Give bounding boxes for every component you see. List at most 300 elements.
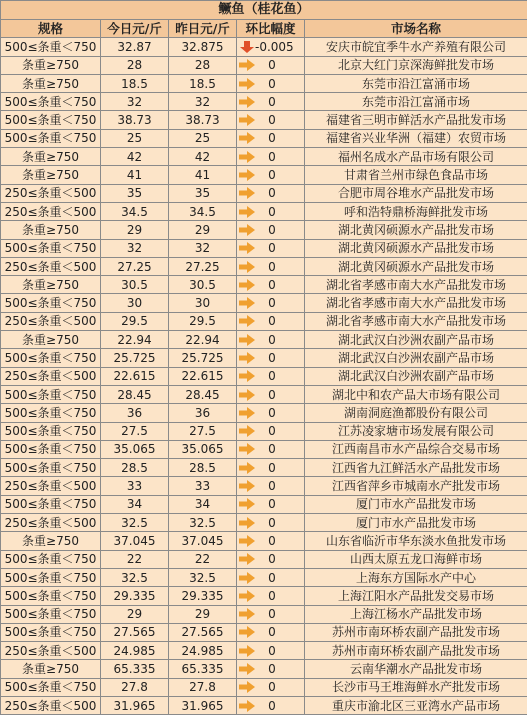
market-cell: 湖北黄冈硕源水产品批发市场 xyxy=(305,221,527,239)
header-today-price: 今日元/斤 xyxy=(101,20,169,38)
spec-cell: 条重≥750 xyxy=(1,276,101,294)
yesterday-price-cell: 27.8 xyxy=(169,678,237,696)
right-arrow-icon xyxy=(239,297,255,309)
spec-cell: 条重≥750 xyxy=(1,56,101,74)
right-arrow-icon xyxy=(239,132,255,144)
header-yesterday-price: 昨日元/斤 xyxy=(169,20,237,38)
change-value: 0 xyxy=(255,130,289,146)
change-value: 0 xyxy=(255,295,289,311)
right-arrow-icon xyxy=(239,334,255,346)
market-cell: 厦门市水产品批发市场 xyxy=(305,514,527,532)
change-cell xyxy=(237,56,305,74)
change-value: 0 xyxy=(255,240,289,256)
right-arrow-icon xyxy=(239,187,255,199)
right-arrow-icon xyxy=(239,443,255,455)
table-row xyxy=(1,477,527,495)
table-row xyxy=(1,331,527,349)
right-arrow-icon xyxy=(239,242,255,254)
yesterday-price-cell: 36 xyxy=(169,404,237,422)
yesterday-price-cell: 31.965 xyxy=(169,696,237,714)
spec-cell: 250≤条重＜500 xyxy=(1,696,101,714)
table-row xyxy=(1,56,527,74)
spec-cell: 500≤条重＜750 xyxy=(1,623,101,641)
table-row xyxy=(1,459,527,477)
table-row xyxy=(1,221,527,239)
change-cell xyxy=(237,477,305,495)
spec-cell: 500≤条重＜750 xyxy=(1,550,101,568)
change-value: 0 xyxy=(255,533,289,549)
right-arrow-icon xyxy=(239,681,255,693)
market-cell: 重庆市渝北区三亚湾水产品市场 xyxy=(305,696,527,714)
market-cell: 湖北省孝感市南大水产品批发市场 xyxy=(305,312,527,330)
market-cell: 湖北黄冈硕源水产品批发市场 xyxy=(305,257,527,275)
market-cell: 上海江杨水产品批发市场 xyxy=(305,605,527,623)
yesterday-price-cell: 33 xyxy=(169,477,237,495)
change-value: 0 xyxy=(255,643,289,659)
today-price-cell: 32.5 xyxy=(101,514,169,532)
today-price-cell: 27.25 xyxy=(101,257,169,275)
change-value: 0 xyxy=(255,259,289,275)
today-price-cell: 34 xyxy=(101,495,169,513)
market-cell: 湖北武汉白沙洲农副产品市场 xyxy=(305,367,527,385)
right-arrow-icon xyxy=(239,59,255,71)
market-cell: 湖北中和农产品大市场有限公司 xyxy=(305,385,527,403)
change-value: 0 xyxy=(255,76,289,92)
today-price-cell: 27.5 xyxy=(101,422,169,440)
change-value: 0 xyxy=(255,679,289,695)
yesterday-price-cell: 30 xyxy=(169,294,237,312)
table-row xyxy=(1,623,527,641)
table-title: 鳜鱼（桂花鱼） xyxy=(1,1,527,20)
table-row xyxy=(1,166,527,184)
table-row xyxy=(1,660,527,678)
market-cell: 厦门市水产品批发市场 xyxy=(305,495,527,513)
today-price-cell: 28.45 xyxy=(101,385,169,403)
change-cell xyxy=(237,349,305,367)
change-cell xyxy=(237,459,305,477)
spec-cell: 250≤条重＜500 xyxy=(1,312,101,330)
change-cell xyxy=(237,38,305,56)
change-cell xyxy=(237,276,305,294)
today-price-cell: 25 xyxy=(101,129,169,147)
today-price-cell: 30 xyxy=(101,294,169,312)
right-arrow-icon xyxy=(239,462,255,474)
yesterday-price-cell: 41 xyxy=(169,166,237,184)
yesterday-price-cell: 30.5 xyxy=(169,276,237,294)
change-value: 0 xyxy=(255,277,289,293)
yesterday-price-cell: 65.335 xyxy=(169,660,237,678)
change-value: 0 xyxy=(255,57,289,73)
change-cell xyxy=(237,385,305,403)
market-cell: 长沙市马王堆海鲜水产批发市场 xyxy=(305,678,527,696)
right-arrow-icon xyxy=(239,206,255,218)
today-price-cell: 29 xyxy=(101,605,169,623)
market-cell: 江西省九江鲜活水产品批发市场 xyxy=(305,459,527,477)
market-cell: 甘肃省兰州市绿色食品市场 xyxy=(305,166,527,184)
today-price-cell: 35.065 xyxy=(101,440,169,458)
right-arrow-icon xyxy=(239,425,255,437)
change-value: 0 xyxy=(255,313,289,329)
spec-cell: 500≤条重＜750 xyxy=(1,349,101,367)
change-cell xyxy=(237,623,305,641)
today-price-cell: 32.87 xyxy=(101,38,169,56)
yesterday-price-cell: 27.5 xyxy=(169,422,237,440)
change-cell xyxy=(237,568,305,586)
table-row xyxy=(1,568,527,586)
change-value: 0 xyxy=(255,661,289,677)
yesterday-price-cell: 32.5 xyxy=(169,568,237,586)
table-row xyxy=(1,74,527,92)
spec-cell: 条重≥750 xyxy=(1,148,101,166)
yesterday-price-cell: 38.73 xyxy=(169,111,237,129)
table-row xyxy=(1,202,527,220)
down-arrow-icon xyxy=(239,41,255,53)
yesterday-price-cell: 29.335 xyxy=(169,587,237,605)
today-price-cell: 32.5 xyxy=(101,568,169,586)
market-cell: 上海江阳水产品批发交易市场 xyxy=(305,587,527,605)
change-cell xyxy=(237,495,305,513)
table-row xyxy=(1,696,527,714)
right-arrow-icon xyxy=(239,608,255,620)
yesterday-price-cell: 27.565 xyxy=(169,623,237,641)
table-row xyxy=(1,514,527,532)
change-value: -0.005 xyxy=(255,39,289,55)
today-price-cell: 35 xyxy=(101,184,169,202)
yesterday-price-cell: 25.725 xyxy=(169,349,237,367)
today-price-cell: 24.985 xyxy=(101,642,169,660)
spec-cell: 500≤条重＜750 xyxy=(1,93,101,111)
change-cell xyxy=(237,422,305,440)
spec-cell: 500≤条重＜750 xyxy=(1,422,101,440)
table-row xyxy=(1,276,527,294)
market-cell: 湖北黄冈硕源水产品批发市场 xyxy=(305,239,527,257)
change-value: 0 xyxy=(255,441,289,457)
today-price-cell: 28 xyxy=(101,56,169,74)
change-value: 0 xyxy=(255,405,289,421)
change-cell xyxy=(237,257,305,275)
right-arrow-icon xyxy=(239,279,255,291)
spec-cell: 500≤条重＜750 xyxy=(1,495,101,513)
spec-cell: 条重≥750 xyxy=(1,331,101,349)
yesterday-price-cell: 32 xyxy=(169,239,237,257)
change-cell xyxy=(237,166,305,184)
market-cell: 江西省萍乡市城南水产批发市场 xyxy=(305,477,527,495)
change-value: 0 xyxy=(255,387,289,403)
change-value: 0 xyxy=(255,515,289,531)
table-row xyxy=(1,312,527,330)
title-row xyxy=(1,1,527,20)
spec-cell: 500≤条重＜750 xyxy=(1,459,101,477)
today-price-cell: 25.725 xyxy=(101,349,169,367)
market-cell: 东莞市沿江富涌市场 xyxy=(305,74,527,92)
table-row xyxy=(1,440,527,458)
right-arrow-icon xyxy=(239,572,255,584)
yesterday-price-cell: 29 xyxy=(169,221,237,239)
spec-cell: 条重≥750 xyxy=(1,532,101,550)
today-price-cell: 29.335 xyxy=(101,587,169,605)
table-row xyxy=(1,678,527,696)
table-row xyxy=(1,111,527,129)
right-arrow-icon xyxy=(239,645,255,657)
spec-cell: 500≤条重＜750 xyxy=(1,678,101,696)
market-cell: 福建省三明市鲜活水产品批发市场 xyxy=(305,111,527,129)
change-value: 0 xyxy=(255,350,289,366)
today-price-cell: 22.615 xyxy=(101,367,169,385)
right-arrow-icon xyxy=(239,407,255,419)
table-row xyxy=(1,404,527,422)
yesterday-price-cell: 32.5 xyxy=(169,514,237,532)
change-cell xyxy=(237,312,305,330)
change-cell xyxy=(237,367,305,385)
right-arrow-icon xyxy=(239,626,255,638)
yesterday-price-cell: 24.985 xyxy=(169,642,237,660)
today-price-cell: 28.5 xyxy=(101,459,169,477)
yesterday-price-cell: 29 xyxy=(169,605,237,623)
change-cell xyxy=(237,331,305,349)
change-cell xyxy=(237,660,305,678)
spec-cell: 500≤条重＜750 xyxy=(1,587,101,605)
change-cell xyxy=(237,642,305,660)
header-market: 市场名称 xyxy=(305,20,527,38)
change-cell xyxy=(237,202,305,220)
yesterday-price-cell: 27.25 xyxy=(169,257,237,275)
today-price-cell: 27.8 xyxy=(101,678,169,696)
spec-cell: 500≤条重＜750 xyxy=(1,38,101,56)
market-cell: 湖北省孝感市南大水产品批发市场 xyxy=(305,294,527,312)
today-price-cell: 32 xyxy=(101,239,169,257)
change-cell xyxy=(237,239,305,257)
table-row xyxy=(1,532,527,550)
table-row xyxy=(1,385,527,403)
right-arrow-icon xyxy=(239,553,255,565)
table-row xyxy=(1,367,527,385)
change-cell xyxy=(237,532,305,550)
today-price-cell: 38.73 xyxy=(101,111,169,129)
spec-cell: 250≤条重＜500 xyxy=(1,184,101,202)
today-price-cell: 22 xyxy=(101,550,169,568)
change-value: 0 xyxy=(255,185,289,201)
market-cell: 江西南昌市水产品综合交易市场 xyxy=(305,440,527,458)
right-arrow-icon xyxy=(239,517,255,529)
today-price-cell: 34.5 xyxy=(101,202,169,220)
spec-cell: 条重≥750 xyxy=(1,660,101,678)
right-arrow-icon xyxy=(239,663,255,675)
header-spec: 规格 xyxy=(1,20,101,38)
change-value: 0 xyxy=(255,570,289,586)
yesterday-price-cell: 22 xyxy=(169,550,237,568)
spec-cell: 条重≥750 xyxy=(1,221,101,239)
change-cell xyxy=(237,514,305,532)
table-row xyxy=(1,257,527,275)
change-value: 0 xyxy=(255,478,289,494)
change-value: 0 xyxy=(255,624,289,640)
market-cell: 福州名成水产品市场有限公司 xyxy=(305,148,527,166)
spec-cell: 250≤条重＜500 xyxy=(1,514,101,532)
right-arrow-icon xyxy=(239,151,255,163)
today-price-cell: 42 xyxy=(101,148,169,166)
change-value: 0 xyxy=(255,588,289,604)
table-row xyxy=(1,129,527,147)
today-price-cell: 22.94 xyxy=(101,331,169,349)
right-arrow-icon xyxy=(239,389,255,401)
today-price-cell: 37.045 xyxy=(101,532,169,550)
yesterday-price-cell: 34.5 xyxy=(169,202,237,220)
change-cell xyxy=(237,148,305,166)
table-row xyxy=(1,184,527,202)
change-cell xyxy=(237,404,305,422)
table-row xyxy=(1,642,527,660)
change-cell xyxy=(237,294,305,312)
change-value: 0 xyxy=(255,423,289,439)
spec-cell: 250≤条重＜500 xyxy=(1,367,101,385)
yesterday-price-cell: 18.5 xyxy=(169,74,237,92)
market-cell: 福建省兴业华洲（福建）农贸市场 xyxy=(305,129,527,147)
change-cell xyxy=(237,678,305,696)
yesterday-price-cell: 28.5 xyxy=(169,459,237,477)
today-price-cell: 29 xyxy=(101,221,169,239)
table-row xyxy=(1,38,527,56)
market-cell: 湖南洞庭渔都股份有限公司 xyxy=(305,404,527,422)
right-arrow-icon xyxy=(239,700,255,712)
spec-cell: 250≤条重＜500 xyxy=(1,257,101,275)
header-change: 环比幅度 xyxy=(237,20,305,38)
change-cell xyxy=(237,184,305,202)
right-arrow-icon xyxy=(239,96,255,108)
today-price-cell: 33 xyxy=(101,477,169,495)
spec-cell: 500≤条重＜750 xyxy=(1,294,101,312)
today-price-cell: 18.5 xyxy=(101,74,169,92)
table-row xyxy=(1,605,527,623)
spec-cell: 500≤条重＜750 xyxy=(1,385,101,403)
today-price-cell: 29.5 xyxy=(101,312,169,330)
spec-cell: 条重≥750 xyxy=(1,166,101,184)
spec-cell: 250≤条重＜500 xyxy=(1,477,101,495)
change-cell xyxy=(237,696,305,714)
table-row xyxy=(1,495,527,513)
market-cell: 山西太原五龙口海鲜市场 xyxy=(305,550,527,568)
market-cell: 云南华潮水产品批发市场 xyxy=(305,660,527,678)
change-value: 0 xyxy=(255,460,289,476)
market-cell: 湖北省孝感市南大水产品批发市场 xyxy=(305,276,527,294)
yesterday-price-cell: 42 xyxy=(169,148,237,166)
market-cell: 湖北武汉白沙洲农副产品市场 xyxy=(305,349,527,367)
today-price-cell: 65.335 xyxy=(101,660,169,678)
yesterday-price-cell: 32 xyxy=(169,93,237,111)
change-cell xyxy=(237,221,305,239)
today-price-cell: 41 xyxy=(101,166,169,184)
today-price-cell: 32 xyxy=(101,93,169,111)
change-value: 0 xyxy=(255,167,289,183)
market-cell: 北京大红门京深海鲜批发市场 xyxy=(305,56,527,74)
spec-cell: 250≤条重＜500 xyxy=(1,202,101,220)
table-row xyxy=(1,93,527,111)
spec-cell: 条重≥750 xyxy=(1,74,101,92)
table-row xyxy=(1,349,527,367)
table-row xyxy=(1,239,527,257)
spec-cell: 250≤条重＜500 xyxy=(1,642,101,660)
spec-cell: 500≤条重＜750 xyxy=(1,239,101,257)
today-price-cell: 31.965 xyxy=(101,696,169,714)
change-value: 0 xyxy=(255,496,289,512)
table-row xyxy=(1,294,527,312)
spec-cell: 500≤条重＜750 xyxy=(1,605,101,623)
yesterday-price-cell: 32.875 xyxy=(169,38,237,56)
change-cell xyxy=(237,111,305,129)
market-cell: 呼和浩特鼎桥海鲜批发市场 xyxy=(305,202,527,220)
change-value: 0 xyxy=(255,222,289,238)
right-arrow-icon xyxy=(239,480,255,492)
today-price-cell: 27.565 xyxy=(101,623,169,641)
right-arrow-icon xyxy=(239,169,255,181)
table-row xyxy=(1,148,527,166)
right-arrow-icon xyxy=(239,352,255,364)
change-value: 0 xyxy=(255,94,289,110)
today-price-cell: 30.5 xyxy=(101,276,169,294)
change-value: 0 xyxy=(255,112,289,128)
yesterday-price-cell: 22.94 xyxy=(169,331,237,349)
yesterday-price-cell: 25 xyxy=(169,129,237,147)
yesterday-price-cell: 34 xyxy=(169,495,237,513)
change-cell xyxy=(237,440,305,458)
today-price-cell: 36 xyxy=(101,404,169,422)
change-cell xyxy=(237,74,305,92)
right-arrow-icon xyxy=(239,315,255,327)
spec-cell: 500≤条重＜750 xyxy=(1,404,101,422)
right-arrow-icon xyxy=(239,261,255,273)
header-row xyxy=(1,20,527,38)
right-arrow-icon xyxy=(239,498,255,510)
table-row xyxy=(1,587,527,605)
spec-cell: 500≤条重＜750 xyxy=(1,129,101,147)
spec-cell: 500≤条重＜750 xyxy=(1,440,101,458)
spec-cell: 500≤条重＜750 xyxy=(1,111,101,129)
market-cell: 东莞市沿江富涌市场 xyxy=(305,93,527,111)
right-arrow-icon xyxy=(239,535,255,547)
market-cell: 安庆市皖宜季牛水产养殖有限公司 xyxy=(305,38,527,56)
spec-cell: 500≤条重＜750 xyxy=(1,568,101,586)
change-cell xyxy=(237,550,305,568)
right-arrow-icon xyxy=(239,78,255,90)
yesterday-price-cell: 28 xyxy=(169,56,237,74)
table-row xyxy=(1,422,527,440)
market-cell: 上海东方国际水产中心 xyxy=(305,568,527,586)
right-arrow-icon xyxy=(239,114,255,126)
market-cell: 苏州市南环桥农副产品批发市场 xyxy=(305,623,527,641)
market-cell: 苏州市南环桥农副产品批发市场 xyxy=(305,642,527,660)
change-cell xyxy=(237,605,305,623)
change-value: 0 xyxy=(255,332,289,348)
change-value: 0 xyxy=(255,606,289,622)
yesterday-price-cell: 22.615 xyxy=(169,367,237,385)
change-value: 0 xyxy=(255,204,289,220)
yesterday-price-cell: 37.045 xyxy=(169,532,237,550)
market-cell: 合肥市周谷堆水产品批发市场 xyxy=(305,184,527,202)
yesterday-price-cell: 35 xyxy=(169,184,237,202)
change-cell xyxy=(237,93,305,111)
market-cell: 江苏凌家塘市场发展有限公司 xyxy=(305,422,527,440)
change-cell xyxy=(237,587,305,605)
yesterday-price-cell: 35.065 xyxy=(169,440,237,458)
change-value: 0 xyxy=(255,149,289,165)
right-arrow-icon xyxy=(239,590,255,602)
right-arrow-icon xyxy=(239,370,255,382)
market-cell: 山东省临沂市华东淡水鱼批发市场 xyxy=(305,532,527,550)
change-value: 0 xyxy=(255,698,289,714)
change-cell xyxy=(237,129,305,147)
change-value: 0 xyxy=(255,551,289,567)
market-cell: 湖北武汉白沙洲农副产品市场 xyxy=(305,331,527,349)
yesterday-price-cell: 29.5 xyxy=(169,312,237,330)
